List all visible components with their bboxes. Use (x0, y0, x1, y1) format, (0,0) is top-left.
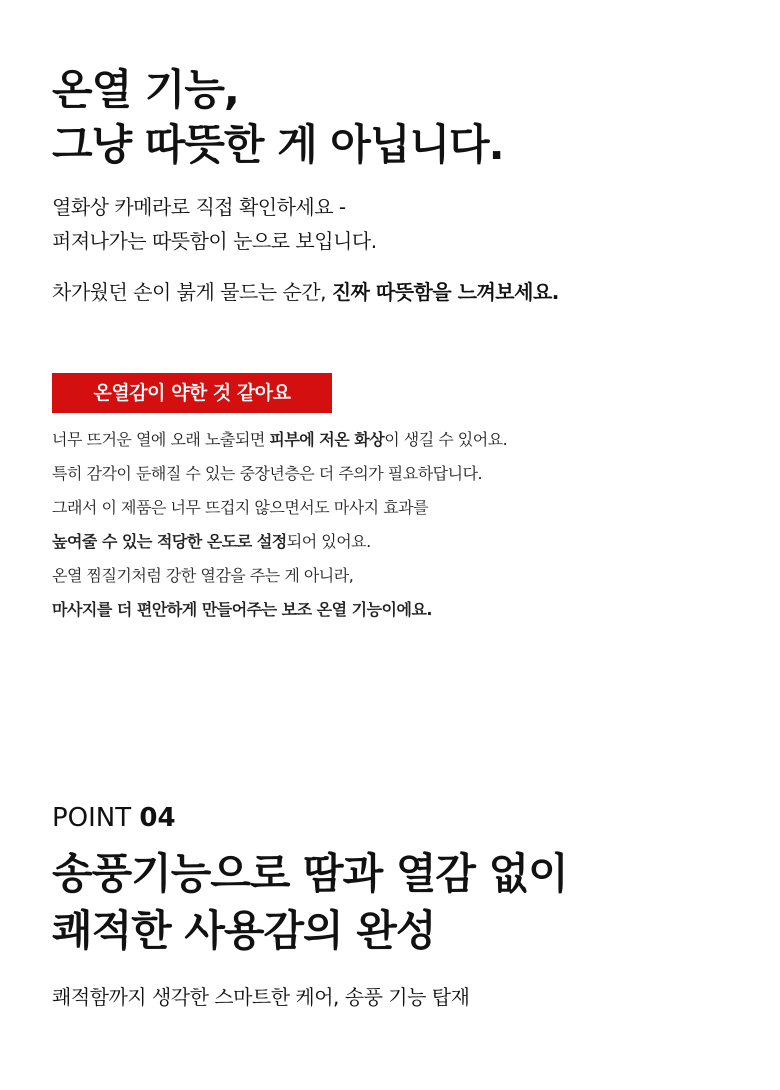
heat-headline-line-1: 온열 기능, (52, 65, 239, 114)
faq-answer-text: 되어 있어요. (286, 532, 371, 551)
point-label (52, 800, 176, 836)
faq-badge: 온열감이 약한 것 같아요 (52, 373, 332, 413)
heat-highlight-normal: 차가웠던 손이 붉게 물드는 순간, (52, 280, 332, 304)
faq-answer-line: 마사지를 더 편안하게 만들어주는 보조 온열 기능이에요. (52, 600, 432, 619)
heat-intro-line-1: 열화상 카메라로 직접 확인하세요 - (52, 195, 346, 219)
faq-answer-line: 그래서 이 제품은 너무 뜨겁지 않으면서도 마사지 효과를 (52, 498, 429, 517)
faq-answer-text: 너무 뜨거운 열에 오래 노출되면 (52, 430, 270, 449)
heat-headline-line-2: 그냥 따뜻한 게 아닙니다. (52, 120, 504, 169)
heat-intro-line-2: 퍼져나가는 따뜻함이 눈으로 보입니다. (52, 229, 377, 253)
point-title (52, 845, 568, 959)
point-label-text: POINT (52, 803, 132, 833)
faq-answer-line: 특히 감각이 둔해질 수 있는 중장년층은 더 주의가 필요하답니다. (52, 464, 483, 483)
heat-intro (52, 190, 377, 258)
point-number: 04 (139, 803, 176, 833)
faq-answer-line: 온열 찜질기처럼 강한 열감을 주는 게 아니라, (52, 566, 354, 585)
point-subtitle: 쾌적함까지 생각한 스마트한 케어, 송풍 기능 탑재 (52, 985, 470, 1009)
heat-highlight (52, 275, 559, 309)
faq-answer-emphasis: 피부에 저온 화상 (269, 430, 385, 449)
faq-answer-line (52, 525, 507, 559)
faq-answer (52, 423, 507, 627)
faq-answer-text: 이 생길 수 있어요. (384, 430, 508, 449)
faq-answer-emphasis: 높여줄 수 있는 적당한 온도로 설정 (52, 532, 287, 551)
heat-highlight-bold: 진짜 따뜻함을 느껴보세요. (331, 280, 559, 304)
faq-answer-line (52, 423, 507, 457)
point-title-line-1: 송풍기능으로 땀과 열감 없이 (52, 849, 568, 898)
heat-headline (52, 62, 504, 172)
point-title-line-2: 쾌적한 사용감의 완성 (52, 906, 436, 955)
